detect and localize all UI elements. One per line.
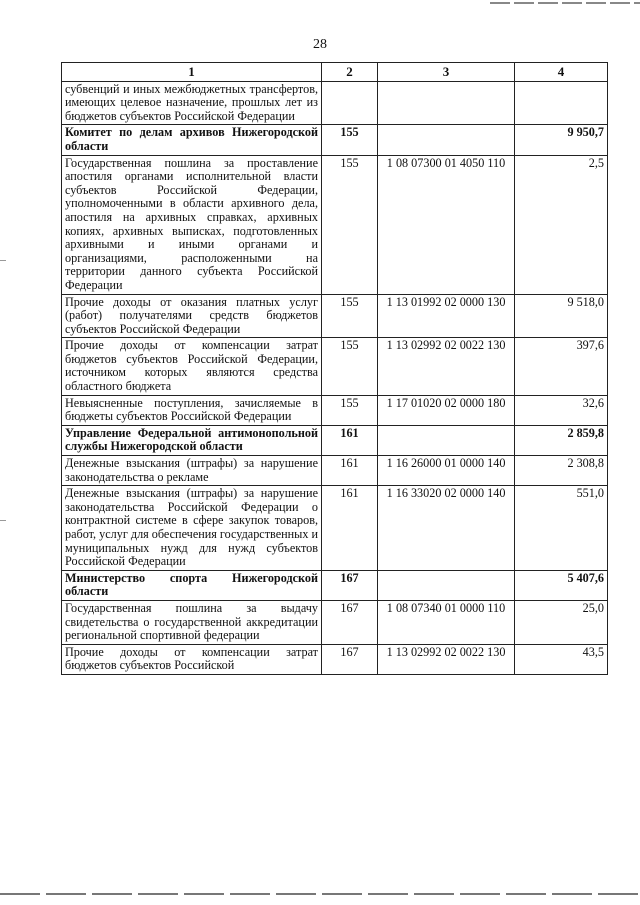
table-header-row (62, 63, 608, 82)
row-amount: 2 859,8 (515, 425, 608, 455)
table-row (62, 486, 608, 571)
row-code: 161 (322, 456, 378, 486)
row-code (322, 81, 378, 125)
row-name: Прочие доходы от компенсации затрат бюджетов субъектов Российской (62, 644, 322, 674)
table-row-organization (62, 570, 608, 600)
page-number: 28 (313, 37, 327, 52)
row-amount: 5 407,6 (515, 570, 608, 600)
row-name: Комитет по делам архивов Нижегородской области (62, 125, 322, 155)
row-name: Министерство спорта Нижегородской области (62, 570, 322, 600)
column-header: 2 (322, 63, 378, 82)
scan-left-mark (0, 520, 6, 521)
row-code: 155 (322, 155, 378, 294)
row-amount: 9 950,7 (515, 125, 608, 155)
scan-top-edge (490, 2, 640, 4)
table-row (62, 456, 608, 486)
row-kbk (378, 425, 515, 455)
revenue-table (61, 62, 608, 675)
table-row-organization (62, 425, 608, 455)
table-row (62, 155, 608, 294)
row-amount: 2 308,8 (515, 456, 608, 486)
table-row (62, 600, 608, 644)
row-amount: 2,5 (515, 155, 608, 294)
row-kbk: 1 16 26000 01 0000 140 (378, 456, 515, 486)
row-code: 161 (322, 486, 378, 571)
row-amount: 551,0 (515, 486, 608, 571)
row-code: 155 (322, 125, 378, 155)
row-kbk (378, 570, 515, 600)
row-code: 161 (322, 425, 378, 455)
row-name: Управление Федеральной антимонопольной службы Нижегородской области (62, 425, 322, 455)
row-name: Денежные взыскания (штрафы) за нарушение законодательства о рекламе (62, 456, 322, 486)
scan-bottom-edge (0, 893, 640, 895)
row-amount: 43,5 (515, 644, 608, 674)
row-kbk: 1 16 33020 02 0000 140 (378, 486, 515, 571)
row-name: Денежные взыскания (штрафы) за нарушение законодательства Российской Федерации о контрактной системе в сфере закупок товаров, работ, услуг для обеспечения государственных и муниципальных нужд для нужд субъектов Российской Федерации (62, 486, 322, 571)
row-code: 155 (322, 294, 378, 338)
row-code: 167 (322, 644, 378, 674)
row-name: Государственная пошлина за проставление апостиля органами исполнительной власти субъектов Российской Федерации, уполномоченными в области архивного дела, апостиля на архивных справках, архивных копиях, архивных выписках, подготовленных архивными и иными органами и организациями, расположенными на территории данного субъекта Российской Федерации (62, 155, 322, 294)
row-name: Прочие доходы от оказания платных услуг (работ) получателями средств бюджетов субъектов Российской Федерации (62, 294, 322, 338)
row-code: 155 (322, 338, 378, 395)
row-amount: 397,6 (515, 338, 608, 395)
scan-left-mark (0, 260, 6, 261)
column-header: 1 (62, 63, 322, 82)
row-name: Государственная пошлина за выдачу свидетельства о государственной аккредитации региональной спортивной федерации (62, 600, 322, 644)
row-amount: 32,6 (515, 395, 608, 425)
table-row (62, 338, 608, 395)
table-row-organization (62, 125, 608, 155)
row-amount: 9 518,0 (515, 294, 608, 338)
row-kbk: 1 13 01992 02 0000 130 (378, 294, 515, 338)
row-code: 167 (322, 570, 378, 600)
row-name: субвенций и иных межбюджетных трансфертов, имеющих целевое назначение, прошлых лет из бюджетов субъектов Российской Федерации (62, 81, 322, 125)
row-kbk (378, 125, 515, 155)
table-row (62, 81, 608, 125)
column-header: 3 (378, 63, 515, 82)
table-row (62, 294, 608, 338)
row-name: Невыясненные поступления, зачисляемые в бюджеты субъектов Российской Федерации (62, 395, 322, 425)
row-amount: 25,0 (515, 600, 608, 644)
row-amount (515, 81, 608, 125)
row-kbk (378, 81, 515, 125)
row-kbk: 1 13 02992 02 0022 130 (378, 644, 515, 674)
table-row (62, 395, 608, 425)
table-row (62, 644, 608, 674)
row-code: 155 (322, 395, 378, 425)
row-name: Прочие доходы от компенсации затрат бюджетов субъектов Российской Федерации, источником которых являются средства областного бюджета (62, 338, 322, 395)
column-header: 4 (515, 63, 608, 82)
row-kbk: 1 13 02992 02 0022 130 (378, 338, 515, 395)
row-kbk: 1 08 07300 01 4050 110 (378, 155, 515, 294)
row-code: 167 (322, 600, 378, 644)
row-kbk: 1 17 01020 02 0000 180 (378, 395, 515, 425)
row-kbk: 1 08 07340 01 0000 110 (378, 600, 515, 644)
